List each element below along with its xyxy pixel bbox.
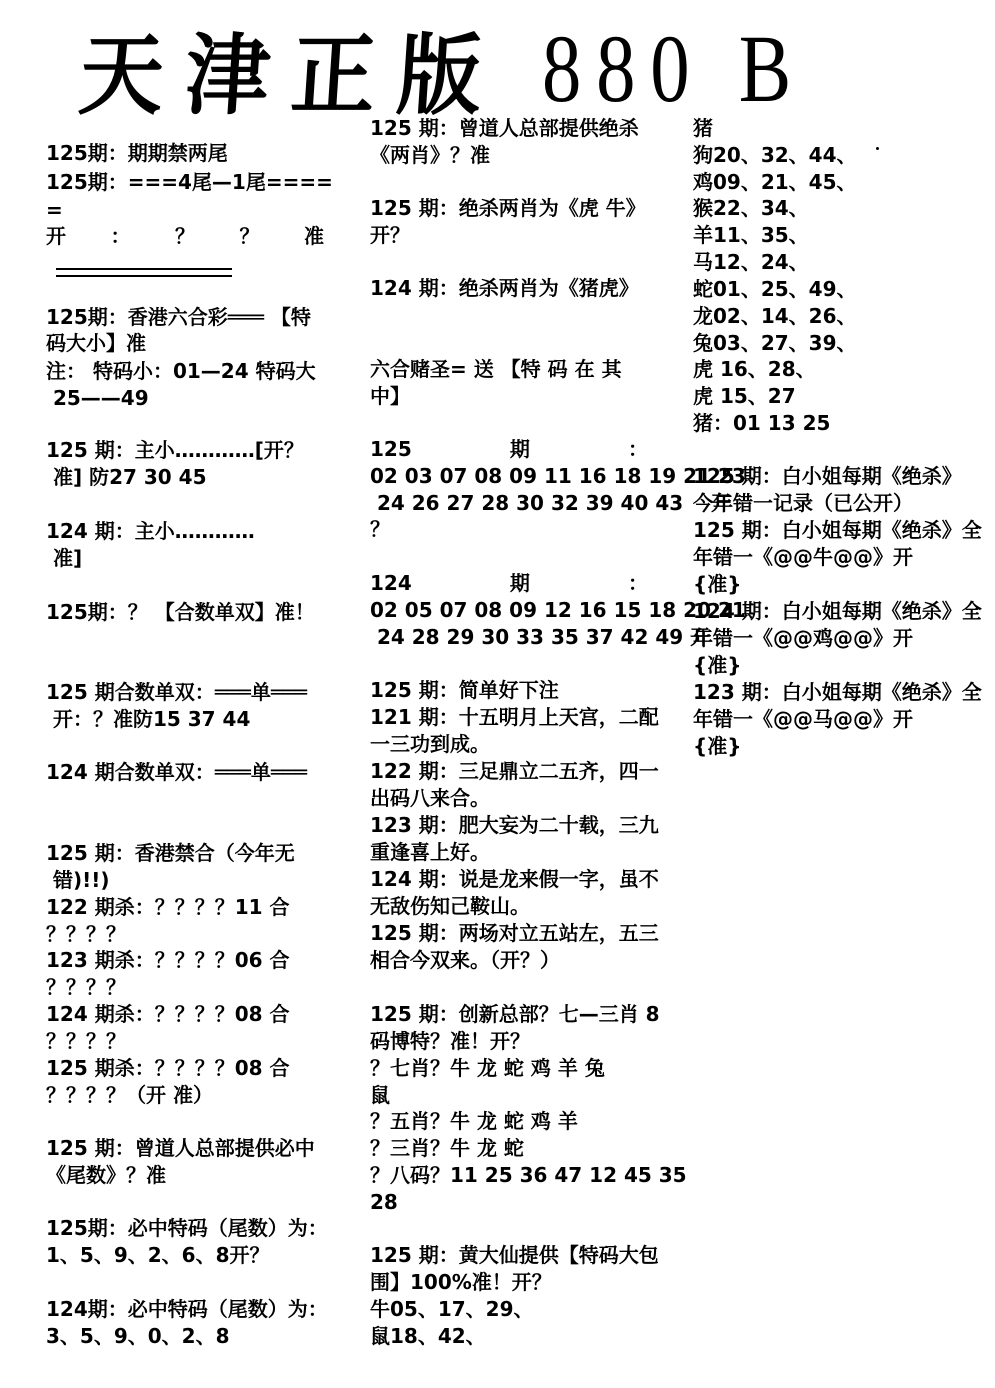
text-line: 124 期：绝杀两肖为《猪虎》 (370, 276, 639, 300)
text-line: 123 期杀：？？？？06 合 (46, 948, 290, 972)
text-line: 24 28 29 30 33 35 37 42 49 开 (370, 625, 711, 649)
text-line: 注： 特码小：01—24 特码大 (46, 359, 316, 383)
text-fragment: 准 (304, 224, 324, 248)
text-line: ？三肖？牛 龙 蛇 (370, 1136, 524, 1160)
text-line: 龙02、14、26、 (693, 304, 857, 328)
text-line: 码博特？准！开？ (370, 1029, 530, 1053)
text-line: 《两肖》？准 (370, 143, 490, 167)
text-line: ？七肖？牛 龙 蛇 鸡 羊 兔 (370, 1056, 605, 1080)
text-line: 121 期：十五明月上天宫，二配 (370, 705, 659, 729)
title-code: 880 B (542, 14, 807, 122)
text-line: 相合今双来。（开？） (370, 948, 560, 972)
double-rule-divider (56, 268, 232, 277)
text-line: 25——49 (46, 386, 149, 410)
text-line: 中】 (370, 384, 410, 408)
text-line: ？？？？ (46, 975, 126, 999)
text-line: 一三功到成。 (370, 732, 490, 756)
text-line: ？五肖？牛 龙 蛇 鸡 羊 (370, 1109, 578, 1133)
text-line: 124 期：说是龙来假一字，虽不 (370, 867, 659, 891)
text-line: 鸡09、21、45、 (693, 170, 857, 194)
text-line: 3、5、9、0、2、8 (46, 1324, 230, 1348)
text-line (46, 223, 324, 249)
text-line: 围】100%准！开？ (370, 1270, 552, 1294)
text-line: 《尾数》？准 (46, 1163, 166, 1187)
text-line: 125期：必中特码（尾数）为： (46, 1216, 328, 1240)
text-line: 02 03 07 08 09 11 16 18 19 21 23 (370, 464, 746, 488)
text-line: 125 期：简单好下注 (370, 678, 559, 702)
text-fragment: ？ (175, 224, 195, 248)
speck-dot (876, 147, 879, 150)
text-line: 虎 16、28、 (693, 357, 816, 381)
text-fragment: 124 (370, 571, 412, 595)
text-line: 125 期：曾道人总部提供必中 (46, 1136, 315, 1160)
text-line: 124 期杀：？？？？08 合 (46, 1002, 290, 1026)
text-line: 122 期：三足鼎立二五齐，四一 (370, 759, 659, 783)
text-line: 年错一《@@马@@》开 (693, 707, 913, 731)
text-line: 今年错一记录（已公开） (693, 491, 913, 515)
text-line: 123 期：白小姐每期《绝杀》全 (693, 680, 982, 704)
text-line: 年错一《@@牛@@》开 (693, 545, 913, 569)
text-line: ？？？？（开 准） (46, 1083, 213, 1107)
text-line: 125期：？ 【合数单双】准！ (46, 600, 315, 624)
text-line: 125 期：创新总部？七—三肖 8 (370, 1002, 660, 1026)
title-chinese: 天津正版 (76, 22, 508, 127)
text-line: 兔03、27、39、 (693, 331, 857, 355)
text-line: 猴22、34、 (693, 196, 809, 220)
text-line: {准} (693, 734, 742, 758)
text-line: 重逢喜上好。 (370, 840, 490, 864)
text-line: 125 期：白小姐每期《绝杀》全 (693, 518, 982, 542)
text-line: 125 期：香港禁合（今年无 (46, 841, 295, 865)
text-line: 马12、24、 (693, 250, 809, 274)
text-line: 125 期：主小…………[开？ (46, 438, 304, 462)
text-line: 开：？准防15 37 44 (46, 707, 251, 731)
text-line: 开？ (370, 223, 410, 247)
text-line: 124期：必中特码（尾数）为： (46, 1297, 328, 1321)
text-line: = (46, 198, 63, 222)
text-line: 1、5、9、2、6、8开？ (46, 1243, 270, 1267)
text-line: 错)!!) (46, 868, 110, 892)
text-fragment: 开 (46, 224, 66, 248)
text-fragment: 期 (509, 437, 530, 461)
text-line: 125期：香港六合彩═══ 【特 (46, 305, 311, 329)
text-line: 02 05 07 08 09 12 16 15 18 20 21 (370, 598, 746, 622)
text-line: 六合赌圣= 送 【特 码 在 其 (370, 357, 622, 381)
text-line: 年错一《@@鸡@@》开 (693, 626, 913, 650)
text-line: 羊11、35、 (693, 223, 809, 247)
text-line: 125 期：绝杀两肖为《虎 牛》 (370, 196, 646, 220)
page-title (76, 14, 864, 127)
text-line: ？？？？ (46, 922, 126, 946)
text-line: 123 期：肥大妄为二十载，三九 (370, 813, 659, 837)
text-line: 124 期合数单双：═══单═══ (46, 760, 307, 784)
text-line: 虎 15、27 (693, 384, 796, 408)
text-line: 125 期合数单双：═══单═══ (46, 680, 307, 704)
text-line: ？？？？ (46, 1029, 126, 1053)
text-line: 准] (46, 546, 83, 570)
text-line: 鼠 (370, 1083, 390, 1107)
text-line: 蛇01、25、49、 (693, 277, 857, 301)
text-line: 125 期：黄大仙提供【特码大包 (370, 1243, 659, 1267)
text-fragment: ： (628, 437, 648, 461)
text-line: 猪 (693, 116, 713, 140)
text-line: 牛05、17、29、 (370, 1297, 534, 1321)
text-line: 出码八来合。 (370, 786, 490, 810)
text-line: 125期：===4尾—1尾==== (46, 170, 333, 194)
text-line: 无敌伤知己鞍山。 (370, 894, 530, 918)
text-line: 鼠18、42、 (370, 1324, 486, 1348)
text-fragment: ： (628, 571, 648, 595)
text-line: 125期：期期禁两尾 (46, 141, 228, 165)
text-line: 125 期：曾道人总部提供绝杀 (370, 116, 639, 140)
text-line (370, 436, 648, 462)
text-line: 124 期：主小………… (46, 519, 255, 543)
text-fragment: 125 (370, 437, 412, 461)
text-line: {准} (693, 653, 742, 677)
text-line: 28 (370, 1190, 398, 1214)
text-line: 码大小】准 (46, 331, 146, 355)
text-line: 124 期：白小姐每期《绝杀》全 (693, 599, 982, 623)
text-line: {准} (693, 572, 742, 596)
text-line: 125 期：白小姐每期《绝杀》 (693, 464, 962, 488)
text-fragment: 期 (509, 571, 530, 595)
text-line: ？八码？11 25 36 47 12 45 35 (370, 1163, 687, 1187)
text-line: ？ (370, 517, 390, 541)
text-line: 125 期：两场对立五站左，五三 (370, 921, 659, 945)
text-line: 125 期杀：？？？？08 合 (46, 1056, 290, 1080)
text-line: 24 26 27 28 30 32 39 40 43 开 (370, 491, 732, 515)
text-fragment: ？ (239, 224, 260, 248)
text-line: 狗20、32、44、 (693, 143, 857, 167)
text-line: 猪：01 13 25 (693, 411, 831, 435)
text-line: 准] 防27 30 45 (46, 465, 207, 489)
text-line: 122 期杀：？？？？11 合 (46, 895, 290, 919)
text-line (370, 570, 648, 596)
text-fragment: ： (110, 224, 131, 248)
